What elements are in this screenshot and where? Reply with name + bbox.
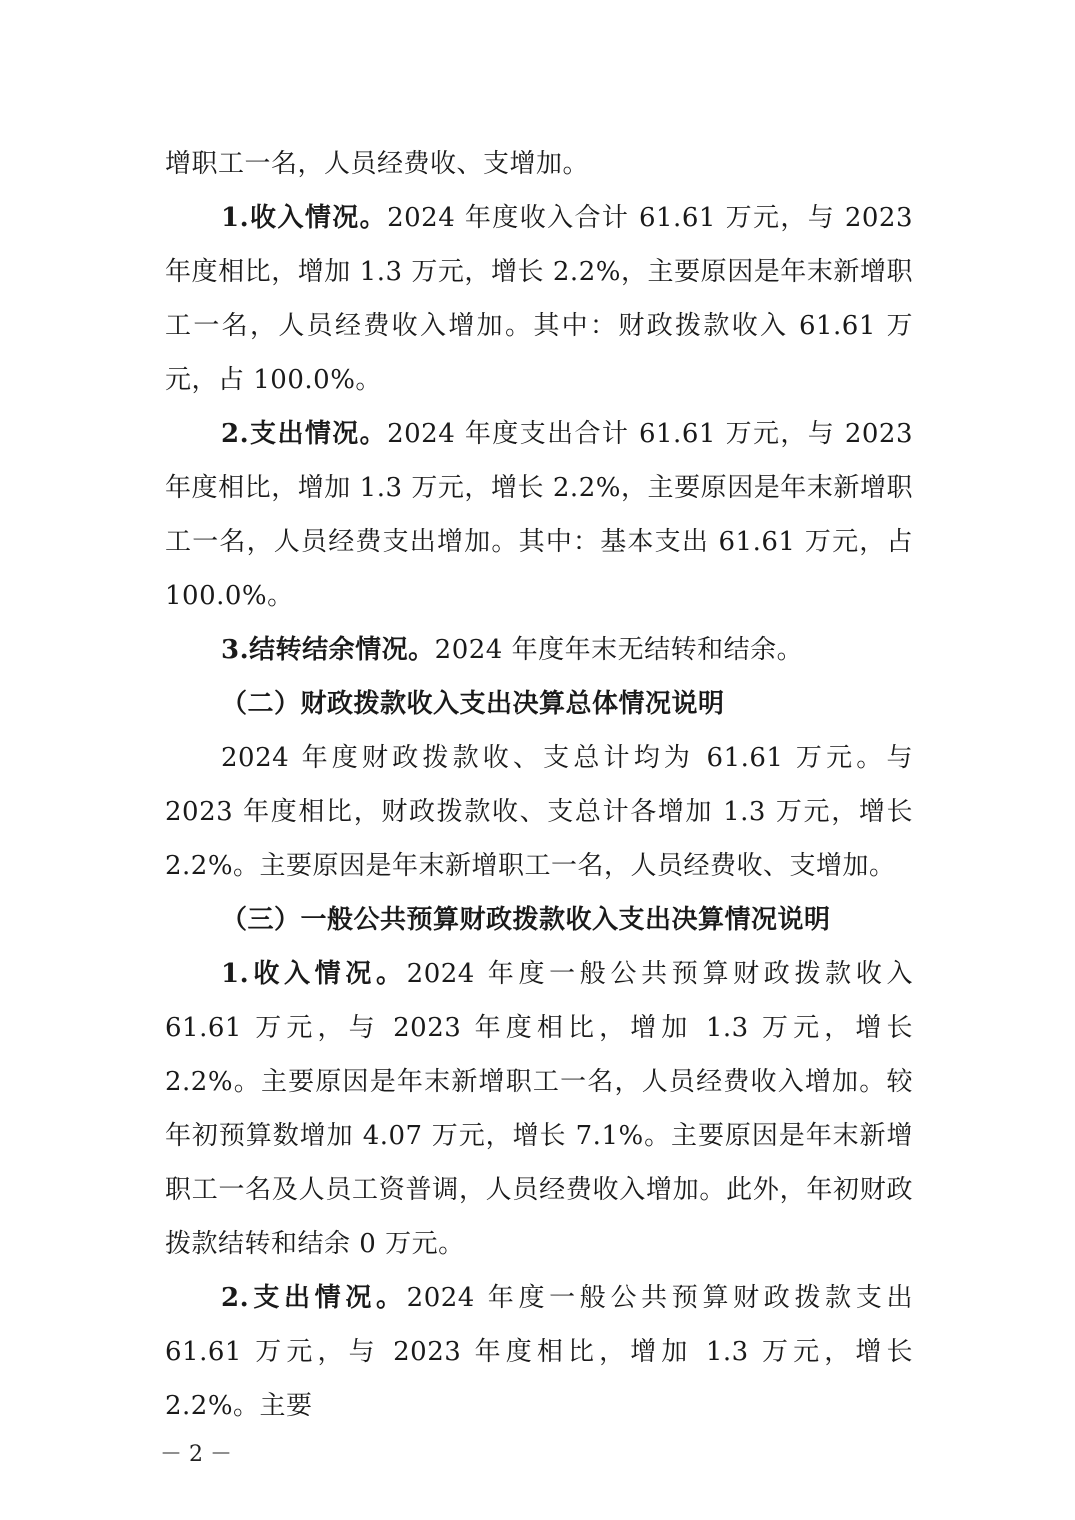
paragraph-budget-expenditure: [165, 1271, 913, 1433]
paragraph-lead: 1.收入情况。: [221, 203, 388, 233]
paragraph-continuation: [165, 137, 913, 191]
paragraph-text: 增职工一名，人员经费收、支增加。: [165, 149, 590, 179]
paragraph-budget-income: [165, 947, 913, 1271]
document-body: [165, 137, 913, 1433]
paragraph-lead: 3.结转结余情况。: [221, 635, 435, 665]
paragraph-text: 2024 年度一般公共预算财政拨款支出 61.61 万元，与 2023 年度相比，增加 1.3 万元，增长 2.2%。主要: [165, 1283, 913, 1421]
paragraph-text: 2024 年度财政拨款收、支总计均为 61.61 万元。与 2023 年度相比，财政拨款收、支总计各增加 1.3 万元，增长 2.2%。主要原因是年末新增职工一名，人员经费收、支增加。: [165, 743, 913, 881]
paragraph-lead: 2.支出情况。: [221, 419, 388, 449]
paragraph-text: 2024 年度支出合计 61.61 万元，与 2023 年度相比，增加 1.3 万元，增长 2.2%，主要原因是年末新增职工一名，人员经费支出增加。其中：基本支出 61.61 万元，占 100.0%。: [165, 419, 914, 611]
paragraph-text: 2024 年度收入合计 61.61 万元，与 2023 年度相比，增加 1.3 万元，增长 2.2%，主要原因是年末新增职工一名，人员经费收入增加。其中：财政拨款收入 61.61 万元，占 100.0%。: [165, 203, 914, 395]
paragraph-fiscal-overview: [165, 731, 913, 893]
paragraph-expenditure: [165, 407, 913, 623]
paragraph-income: [165, 191, 913, 407]
page-number: － 2 －: [160, 1442, 232, 1467]
paragraph-text: 2024 年度一般公共预算财政拨款收入 61.61 万元，与 2023 年度相比，增加 1.3 万元，增长 2.2%。主要原因是年末新增职工一名，人员经费收入增加。较年初预算数增加 4.07 万元，增长 7.1%。主要原因是年末新增职工一名及人员工资普调，人员经费收入增加。此外，年初财政拨款结转和结余 0 万元。: [165, 959, 913, 1259]
paragraph-lead: 2.支出情况。: [221, 1283, 407, 1313]
paragraph-text: 2024 年度年末无结转和结余。: [434, 635, 804, 665]
section-heading-fiscal-appropriation: （二）财政拨款收入支出决算总体情况说明: [221, 689, 725, 719]
section-heading-general-public-budget: （三）一般公共预算财政拨款收入支出决算情况说明: [221, 905, 831, 935]
paragraph-carryover: [165, 623, 913, 677]
paragraph-lead: 1.收入情况。: [221, 959, 407, 989]
